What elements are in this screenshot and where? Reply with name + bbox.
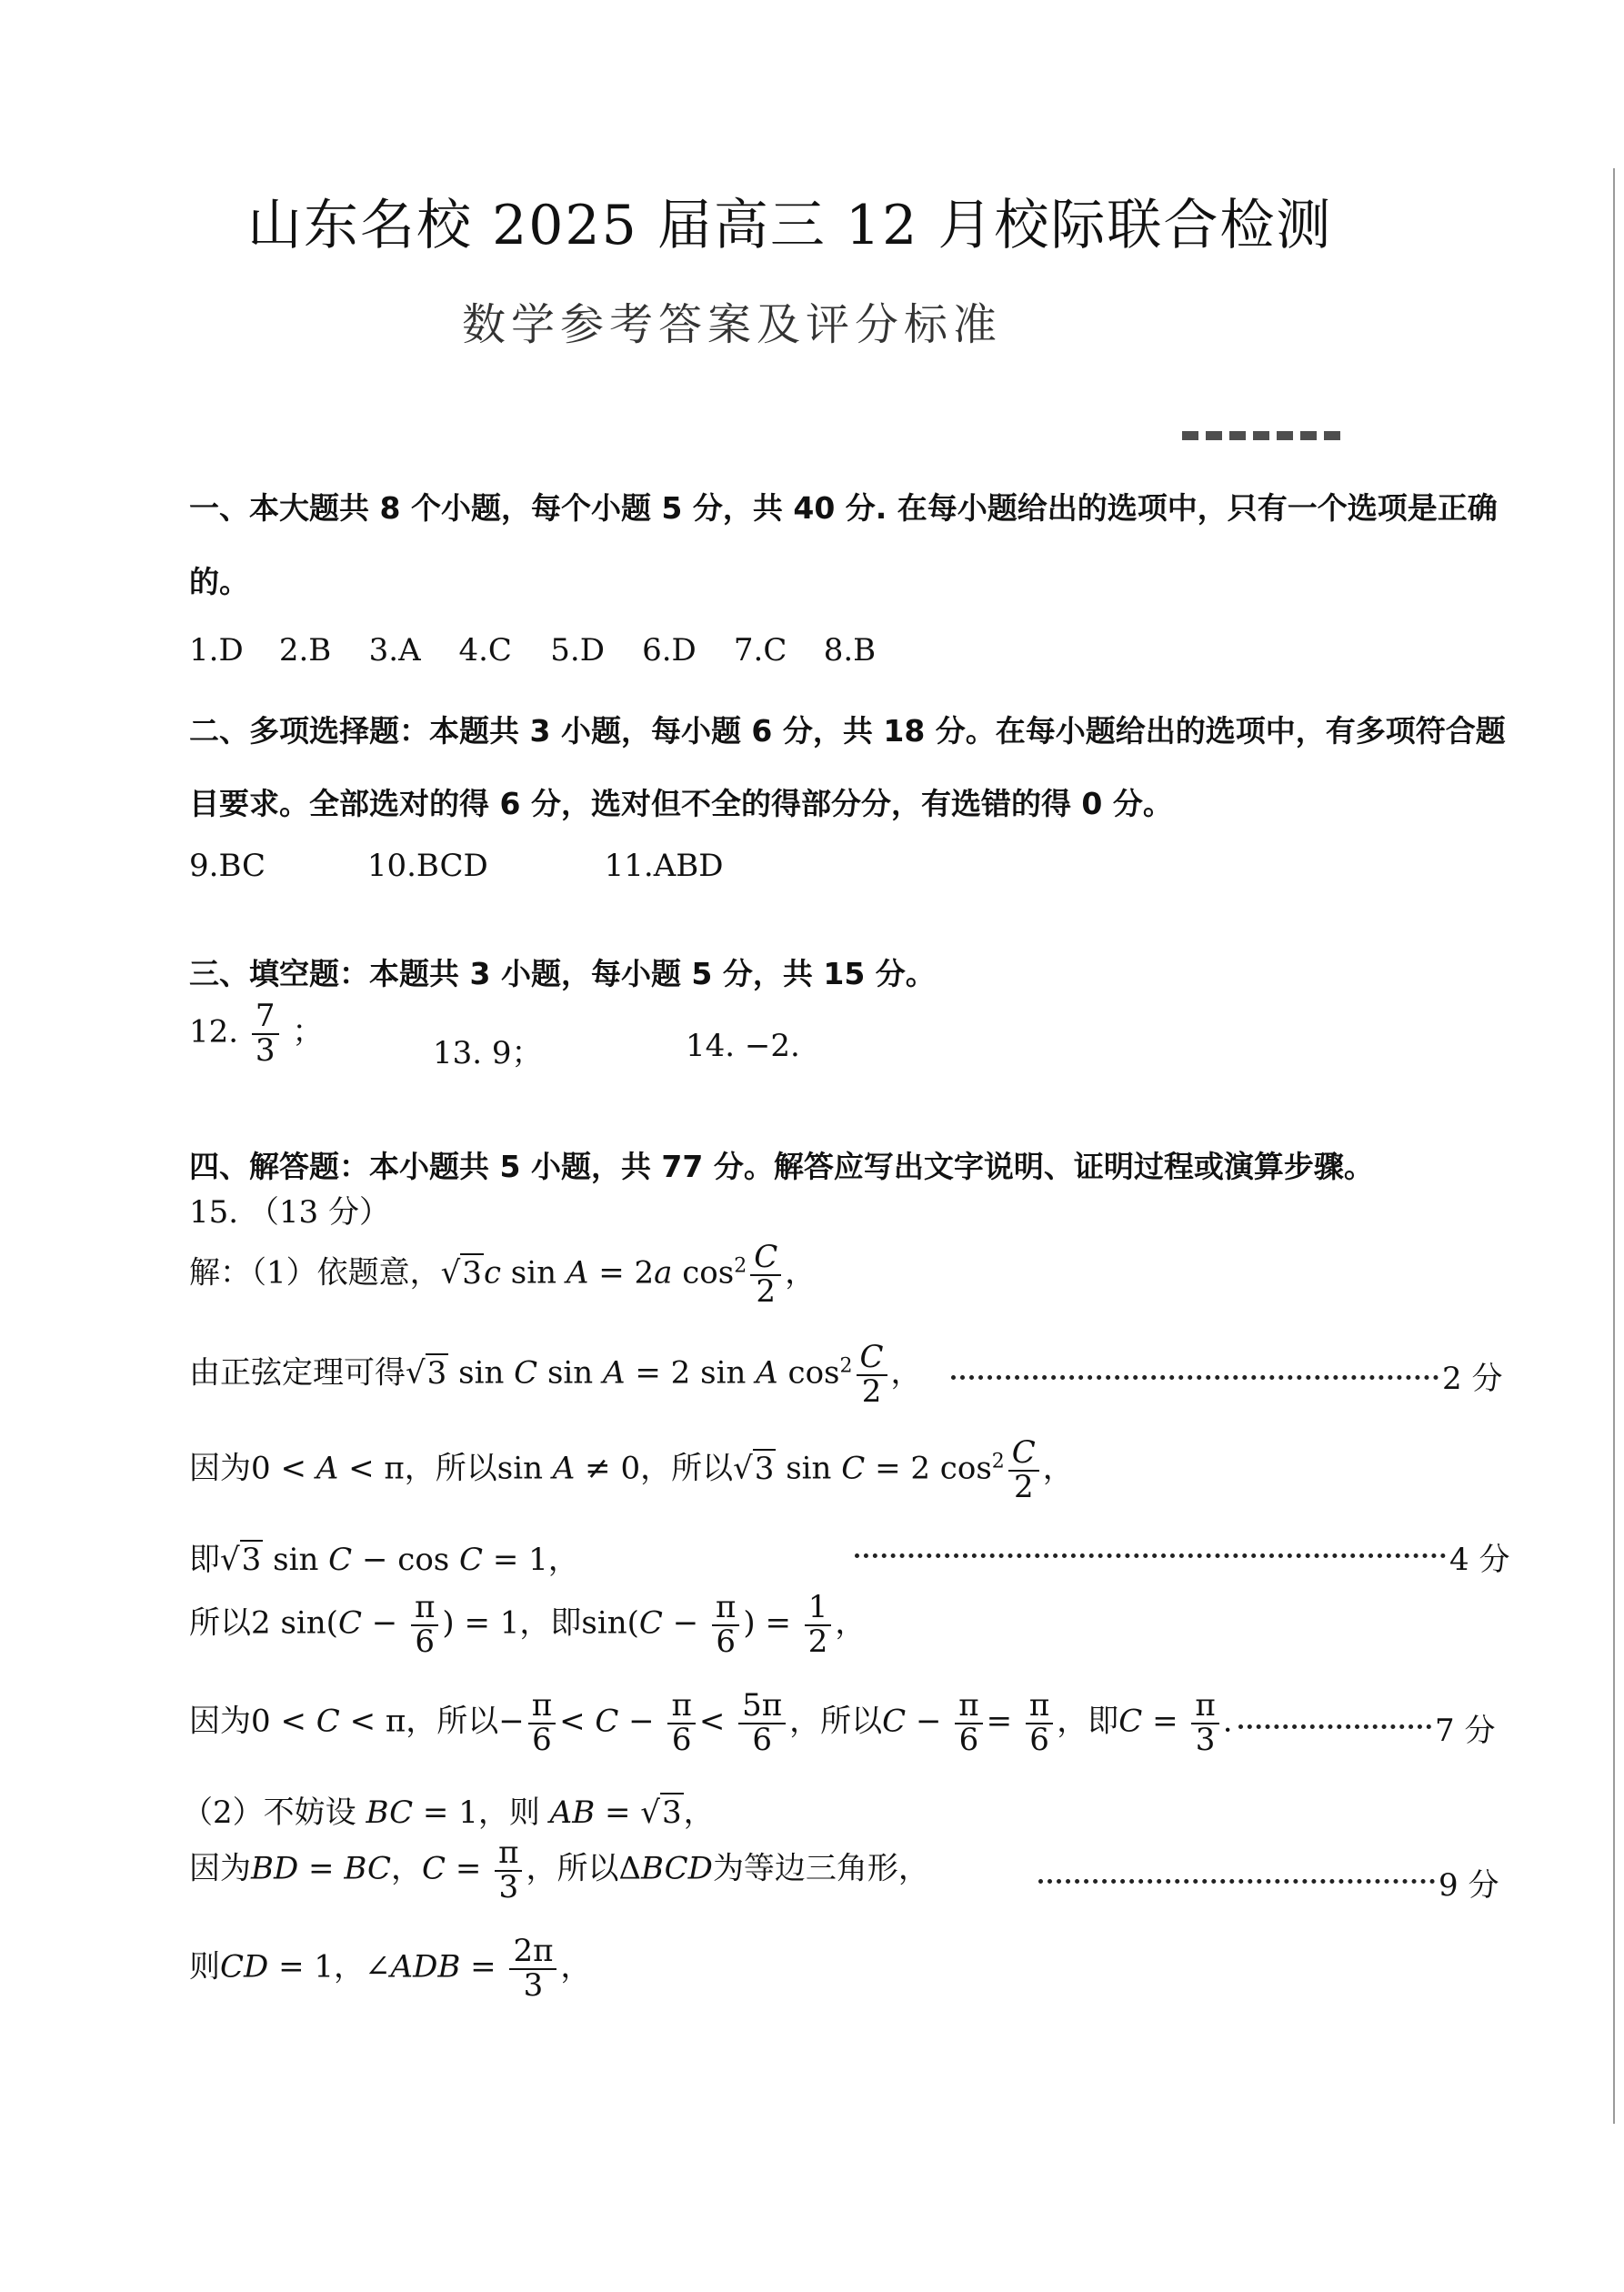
section1-heading-line2: 的。 <box>189 564 249 599</box>
answer-12-label: 12. <box>189 1013 239 1050</box>
section4-heading: 四、解答题：本小题共 5 小题，共 77 分。解答应写出文字说明、证明过程或演算步骤。 <box>189 1149 1374 1184</box>
answer-item: 6.D <box>642 632 697 668</box>
fraction-numerator: 7 <box>252 1000 279 1035</box>
dot-leader <box>951 1375 1439 1380</box>
fraction <box>252 1000 279 1067</box>
score-4: 4 分 <box>1449 1542 1510 1578</box>
answer-item: 3.A <box>368 632 421 668</box>
answer-item: 4.C <box>458 632 512 668</box>
dot-leader <box>855 1553 1446 1558</box>
score-2: 2 分 <box>1442 1361 1503 1397</box>
answer-item: 10.BCD <box>366 848 488 884</box>
score-7: 7 分 <box>1435 1713 1496 1749</box>
section2-answers <box>189 848 724 884</box>
solution-line-9: 则CD = 1，∠ADB = $\frac{2\pi}{3}$ ， <box>189 1933 592 2004</box>
dot-leader <box>1238 1724 1431 1729</box>
answer-13: 13. 9； <box>433 1035 543 1071</box>
question-15-header: 15. （13 分） <box>189 1194 390 1231</box>
answer-14: 14. −2. <box>686 1028 800 1064</box>
answer-item: 7.C <box>733 632 787 668</box>
fraction-denominator: 3 <box>255 1031 276 1069</box>
answer-12 <box>189 1000 323 1067</box>
section2-heading-line1: 二、多项选择题：本题共 3 小题，每小题 6 分，共 18 分。在每小题给出的选项中，有多项符合题 <box>189 713 1506 749</box>
solution-line-5: 所以2 sin(C − $\frac{\pi}{6}$ ) = 1，即sin(C − $\frac{\pi}{6}$ ) = $\frac{1}{2}$ ， <box>189 1589 867 1660</box>
solution-line-8: 因为BD = BC，C = $\frac{\pi}{3}$ ，所以ΔBCD为等边三角形， <box>189 1835 929 1905</box>
answer-item: 1.D <box>189 632 244 668</box>
page-title: 山东名校 2025 届高三 12 月校际联合检测 <box>247 194 1333 257</box>
score-9: 9 分 <box>1439 1867 1499 1904</box>
answer-item: 5.D <box>550 632 605 668</box>
solution-line-6: 因为0 < C < π，所以− $\frac{\pi}{6}$ < C − $\frac{\pi}{6}$ < $\frac{5\pi}{6}$ ，所以C − $\frac{\pi}{6}$ = $\frac{\pi}{6}$ ，即C = $\frac{\pi}{3}$ . <box>189 1687 1233 1758</box>
solution-line-2: 由正弦定理可得√3 sin C sin A = 2 sin A $\cos^2$ $\frac{C}{2}$ ， <box>189 1339 922 1410</box>
solution-line-4: 即√3 sin C − cos C = 1， <box>189 1542 579 1578</box>
answer-12-tail: ； <box>292 1013 324 1050</box>
solution-line-7: （2）不妨设 BC = 1，则 AB = √3， <box>182 1794 715 1831</box>
page-subtitle: 数学参考答案及评分标准 <box>462 299 1003 350</box>
scan-edge-line <box>1613 168 1615 2124</box>
answer-item: 2.B <box>278 632 332 668</box>
answer-item: 8.B <box>823 632 877 668</box>
scan-smudge <box>1182 431 1342 440</box>
section3-heading: 三、填空题：本题共 3 小题，每小题 5 分，共 15 分。 <box>189 956 936 991</box>
section1-answers <box>189 632 876 668</box>
answer-item: 9.BC <box>189 848 266 884</box>
solution-line-1: 解：（1）依题意，√3c sin A = 2a $\cos^2$ $\frac{C}{2}$ ， <box>189 1239 817 1310</box>
section2-heading-line2: 目要求。全部选对的得 6 分，选对但不全的得部分分，有选错的得 0 分。 <box>189 786 1173 821</box>
dot-leader <box>1038 1879 1435 1884</box>
solution-line-3: 因为0 < A < π，所以sin A ≠ 0，所以√3 sin C = 2 $\cos^2$ $\frac{C}{2}$ ， <box>189 1434 1074 1505</box>
section1-heading-line1: 一、本大题共 8 个小题，每个小题 5 分，共 40 分. 在每小题给出的选项中，只有一个选项是正确 <box>189 490 1498 526</box>
answer-item: 11.ABD <box>604 848 724 884</box>
